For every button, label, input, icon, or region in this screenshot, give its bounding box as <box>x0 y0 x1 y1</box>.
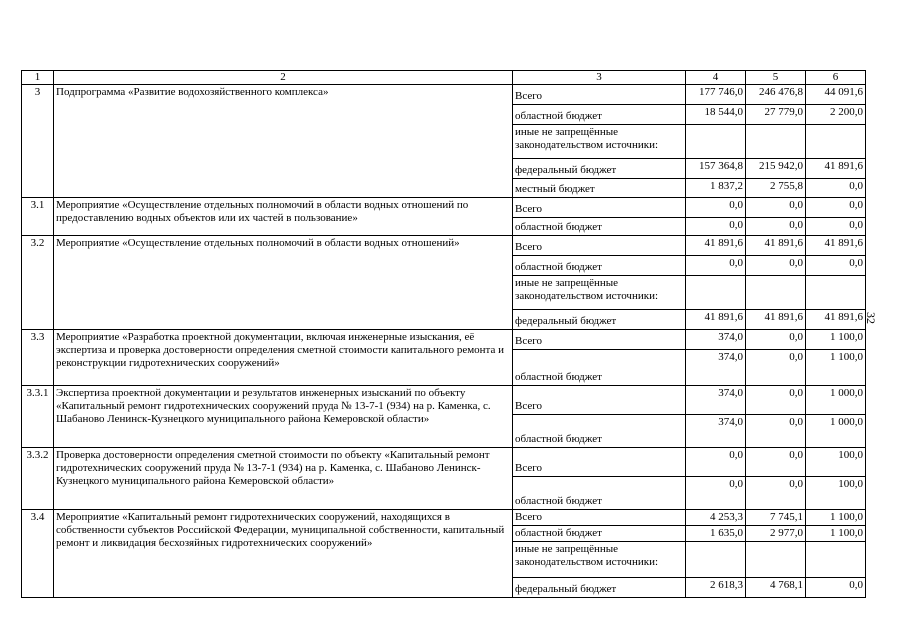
value-cell: 2 618,3 <box>686 578 746 598</box>
value-cell: 0,0 <box>746 198 806 218</box>
table-row <box>22 510 866 526</box>
item-number: 3.3.2 <box>22 448 54 510</box>
table-row <box>22 198 866 218</box>
item-title: Мероприятие «Осуществление отдельных полномочий в области водных отношений» <box>54 236 513 330</box>
value-cell: 246 476,8 <box>746 85 806 105</box>
value-cell: 177 746,0 <box>686 85 746 105</box>
value-cell: 1 100,0 <box>806 510 866 526</box>
funding-source: областной бюджет <box>513 526 686 542</box>
value-cell: 0,0 <box>806 218 866 236</box>
value-cell: 0,0 <box>746 218 806 236</box>
value-cell <box>686 542 746 578</box>
header-cell: 4 <box>686 71 746 85</box>
item-number: 3.2 <box>22 236 54 330</box>
value-cell: 374,0 <box>686 350 746 386</box>
funding-source: иные не запрещённые законодательством источники: <box>513 276 686 310</box>
funding-source: областной бюджет <box>513 218 686 236</box>
value-cell: 0,0 <box>806 179 866 198</box>
value-cell: 41 891,6 <box>806 236 866 256</box>
value-cell: 0,0 <box>806 198 866 218</box>
item-number: 3 <box>22 85 54 198</box>
value-cell: 0,0 <box>746 330 806 350</box>
value-cell: 41 891,6 <box>686 236 746 256</box>
value-cell: 0,0 <box>746 256 806 276</box>
value-cell: 2 755,8 <box>746 179 806 198</box>
value-cell: 4 253,3 <box>686 510 746 526</box>
value-cell <box>686 276 746 310</box>
value-cell: 0,0 <box>686 477 746 510</box>
funding-source: областной бюджет <box>513 415 686 448</box>
funding-source: Всего <box>513 510 686 526</box>
funding-source: Всего <box>513 198 686 218</box>
funding-source: областной бюджет <box>513 256 686 276</box>
item-number: 3.1 <box>22 198 54 236</box>
value-cell: 41 891,6 <box>806 159 866 179</box>
budget-table <box>21 70 866 598</box>
table-row <box>22 386 866 415</box>
value-cell: 0,0 <box>806 578 866 598</box>
value-cell: 41 891,6 <box>746 236 806 256</box>
value-cell: 0,0 <box>746 448 806 477</box>
item-number: 3.4 <box>22 510 54 598</box>
value-cell: 100,0 <box>806 448 866 477</box>
value-cell: 41 891,6 <box>686 310 746 330</box>
funding-source: федеральный бюджет <box>513 159 686 179</box>
funding-source: Всего <box>513 448 686 477</box>
value-cell: 374,0 <box>686 330 746 350</box>
value-cell <box>806 276 866 310</box>
value-cell: 157 364,8 <box>686 159 746 179</box>
value-cell: 1 100,0 <box>806 526 866 542</box>
value-cell: 0,0 <box>746 350 806 386</box>
funding-source: федеральный бюджет <box>513 578 686 598</box>
value-cell: 0,0 <box>746 477 806 510</box>
value-cell: 1 000,0 <box>806 415 866 448</box>
value-cell <box>746 125 806 159</box>
page-number: 32 <box>864 312 878 324</box>
header-cell: 2 <box>54 71 513 85</box>
funding-source: областной бюджет <box>513 477 686 510</box>
item-title: Мероприятие «Капитальный ремонт гидротехнических сооружений, находящихся в собственности субъектов Российской Федерации, муниципальной собственности, капитальный ремонт и ликвидация бесхозяйных гидротехнических сооружений» <box>54 510 513 598</box>
value-cell: 100,0 <box>806 477 866 510</box>
table-row <box>22 448 866 477</box>
funding-source: Всего <box>513 330 686 350</box>
funding-source: областной бюджет <box>513 105 686 125</box>
funding-source: Всего <box>513 236 686 256</box>
value-cell <box>746 542 806 578</box>
item-number: 3.3.1 <box>22 386 54 448</box>
value-cell: 4 768,1 <box>746 578 806 598</box>
value-cell: 18 544,0 <box>686 105 746 125</box>
value-cell: 1 837,2 <box>686 179 746 198</box>
funding-source: областной бюджет <box>513 350 686 386</box>
value-cell: 2 977,0 <box>746 526 806 542</box>
funding-source: федеральный бюджет <box>513 310 686 330</box>
value-cell: 27 779,0 <box>746 105 806 125</box>
value-cell: 7 745,1 <box>746 510 806 526</box>
item-title: Мероприятие «Осуществление отдельных полномочий в области водных отношений по предоставлению водных объектов или их частей в пользование» <box>54 198 513 236</box>
item-title: Экспертиза проектной документации и результатов инженерных изысканий по объекту «Капитальный ремонт гидротехнических сооружений пруда № 13-7-1 (934) на р. Каменка, с. Шабаново Ленинск-Кузнецкого муниципального района Кемеровской области» <box>54 386 513 448</box>
value-cell: 0,0 <box>746 386 806 415</box>
value-cell: 0,0 <box>686 448 746 477</box>
value-cell <box>686 125 746 159</box>
value-cell: 41 891,6 <box>746 310 806 330</box>
funding-source: местный бюджет <box>513 179 686 198</box>
funding-source: Всего <box>513 386 686 415</box>
header-row <box>22 71 866 85</box>
value-cell: 2 200,0 <box>806 105 866 125</box>
item-title: Мероприятие «Разработка проектной документации, включая инженерные изыскания, её экспертиза и проверка достоверности определения сметной стоимости капитального ремонта и реконструкции гидротехнических сооружений» <box>54 330 513 386</box>
table-row <box>22 330 866 350</box>
header-cell: 3 <box>513 71 686 85</box>
value-cell <box>806 125 866 159</box>
value-cell: 41 891,6 <box>806 310 866 330</box>
funding-source: Всего <box>513 85 686 105</box>
value-cell: 215 942,0 <box>746 159 806 179</box>
value-cell: 44 091,6 <box>806 85 866 105</box>
value-cell: 1 000,0 <box>806 386 866 415</box>
value-cell: 0,0 <box>686 218 746 236</box>
value-cell: 374,0 <box>686 386 746 415</box>
value-cell <box>806 542 866 578</box>
value-cell: 1 100,0 <box>806 350 866 386</box>
value-cell: 1 100,0 <box>806 330 866 350</box>
header-cell: 6 <box>806 71 866 85</box>
table-row <box>22 85 866 105</box>
value-cell: 374,0 <box>686 415 746 448</box>
value-cell <box>746 276 806 310</box>
item-number: 3.3 <box>22 330 54 386</box>
item-title: Проверка достоверности определения сметной стоимости по объекту «Капитальный ремонт гидротехнических сооружений пруда № 13-7-1 (934) на р. Каменка, с. Шабаново Ленинск-Кузнецкого муниципального района Кемеровской области» <box>54 448 513 510</box>
header-cell: 1 <box>22 71 54 85</box>
header-cell: 5 <box>746 71 806 85</box>
value-cell: 0,0 <box>746 415 806 448</box>
funding-source: иные не запрещённые законодательством источники: <box>513 542 686 578</box>
value-cell: 0,0 <box>686 198 746 218</box>
table-row <box>22 236 866 256</box>
value-cell: 0,0 <box>806 256 866 276</box>
item-title: Подпрограмма «Развитие водохозяйственного комплекса» <box>54 85 513 198</box>
value-cell: 1 635,0 <box>686 526 746 542</box>
funding-source: иные не запрещённые законодательством источники: <box>513 125 686 159</box>
value-cell: 0,0 <box>686 256 746 276</box>
